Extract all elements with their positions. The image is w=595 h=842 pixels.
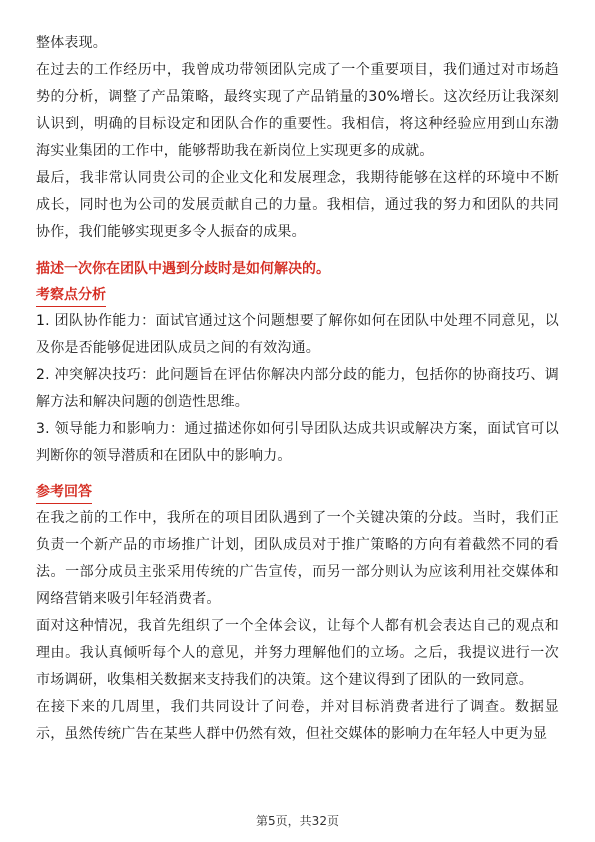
analysis-item: 3. 领导能力和影响力：通过描述你如何引导团队达成共识或解决方案，面试官可以判断你的领导潜质和在团队中的影响力。 bbox=[36, 421, 559, 464]
section-gap bbox=[36, 246, 559, 256]
analysis-item: 1. 团队协作能力：面试官通过这个问题想要了解你如何在团队中处理不同意见，以及你是否能够促进团队成员之间的有效沟通。 bbox=[36, 313, 559, 356]
answer-paragraph: 在接下来的几周里，我们共同设计了问卷，并对目标消费者进行了调查。数据显示，虽然传统广告在某些人群中仍然有效，但社交媒体的影响力在年轻人中更为显 bbox=[36, 699, 559, 742]
answer-paragraph: 在我之前的工作中，我所在的项目团队遇到了一个关键决策的分歧。当时，我们正负责一个新产品的市场推广计划，团队成员对于推广策略的方向有着截然不同的看法。一部分成员主张采用传统的广告宣传，而另一部分则认为应该利用社交媒体和网络营销来吸引年轻消费者。 bbox=[36, 510, 559, 607]
intro-paragraph: 在过去的工作经历中，我曾成功带领团队完成了一个重要项目，我们通过对市场趋势的分析，调整了产品策略，最终实现了产品销量的30%增长。这次经历让我深刻认识到，明确的目标设定和团队合作的重要性。我相信，将这种经验应用到山东渤海实业集团的工作中，能够帮助我在新岗位上实现更多的成就。 bbox=[36, 62, 559, 159]
intro-paragraph: 整体表现。 bbox=[36, 35, 107, 51]
interview-question: 描述一次你在团队中遇到分歧时是如何解决的。 bbox=[36, 261, 330, 277]
analysis-heading: 考察点分析 bbox=[36, 284, 106, 307]
analysis-item: 2. 冲突解决技巧：此问题旨在评估你解决内部分歧的能力，包括你的协商技巧、调解方法和解决问题的创造性思维。 bbox=[36, 367, 559, 410]
analysis-heading-wrap bbox=[36, 284, 559, 308]
answer-heading-wrap bbox=[36, 481, 559, 505]
intro-paragraph: 最后，我非常认同贵公司的企业文化和发展理念，我期待能够在这样的环境中不断成长，同时也为公司的发展贡献自己的力量。我相信，通过我的努力和团队的共同协作，我们能够实现更多令人振奋的成果。 bbox=[36, 170, 559, 240]
page-number-footer: 第5页，共32页 bbox=[256, 814, 339, 828]
document-page bbox=[36, 30, 559, 748]
answer-heading: 参考回答 bbox=[36, 481, 92, 504]
answer-paragraph: 面对这种情况，我首先组织了一个全体会议，让每个人都有机会表达自己的观点和理由。我认真倾听每个人的意见，并努力理解他们的立场。之后，我提议进行一次市场调研，收集相关数据来支持我们的决策。这个建议得到了团队的一致同意。 bbox=[36, 618, 559, 688]
section-gap bbox=[36, 470, 559, 480]
